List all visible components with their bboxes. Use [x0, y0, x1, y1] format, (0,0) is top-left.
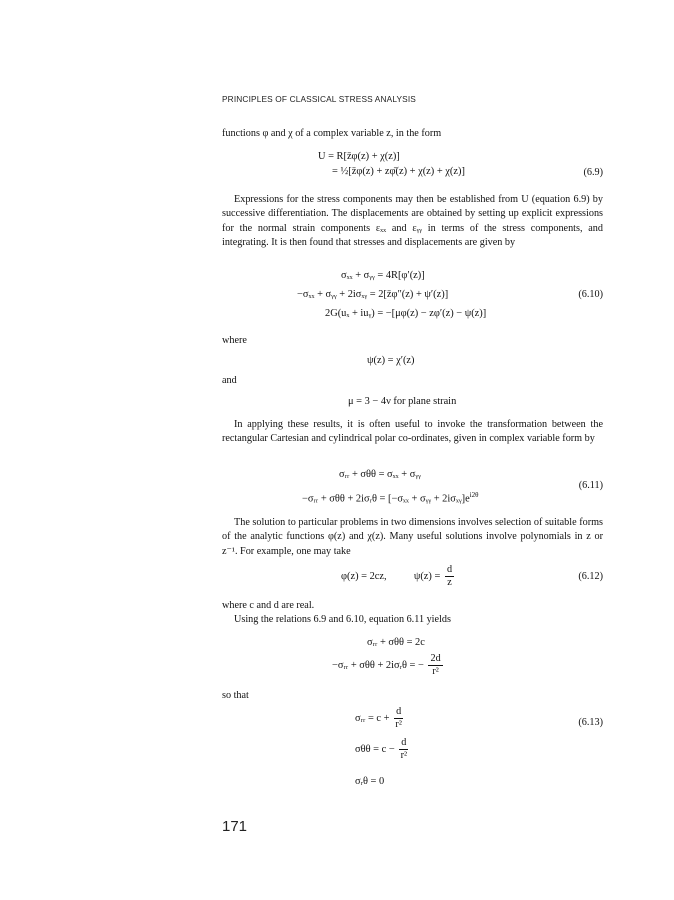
equation-6-12-phi: φ(z) = 2cz, — [341, 570, 387, 582]
fraction-2d-over-r2 — [428, 653, 442, 678]
fraction-denominator: r² — [395, 719, 402, 730]
paragraph-transformation: In applying these results, it is often useful to invoke the transformation between the rectangular Cartesian and cylindrical polar co-ordinates, given in complex variable form by — [222, 419, 603, 445]
equation-6-10-line-2: −σₓₓ + σᵧᵧ + 2iσₓᵧ = 2[z̄φ″(z) + ψ′(z)] — [297, 289, 449, 300]
page-number: 171 — [222, 818, 248, 835]
equation-number-6-11: (6.11) — [578, 480, 603, 491]
equation-6-10-line-1: σₓₓ + σᵧᵧ = 4R[φ′(z)] — [341, 270, 425, 281]
equation-6-11-line-1: σᵣᵣ + σθθ = σₓₓ + σᵧᵧ — [339, 469, 421, 480]
equation-6-12-psi: ψ(z) = — [413, 570, 441, 582]
equation-6-13-sigma-rr: σᵣᵣ = c + — [355, 712, 390, 724]
equation-6-13-line-2 — [355, 737, 410, 762]
equation-6-9-line-2: = ½[z̄φ(z) + zφ̄(z) + χ(z) + χ(z)] — [332, 166, 465, 177]
label-so-that: so that — [222, 690, 249, 701]
fraction-numerator: d — [396, 706, 402, 717]
paragraph-using-relations: Using the relations 6.9 and 6.10, equation 6.11 yields — [234, 614, 451, 625]
equation-6-11-line-2 — [302, 491, 479, 504]
fraction-denominator: r² — [432, 666, 439, 677]
equation-mu-definition: μ = 3 − 4ν for plane strain — [348, 396, 457, 407]
paragraph-intro: functions φ and χ of a complex variable z, in the form — [222, 128, 442, 139]
fraction-d-over-r2-b — [399, 737, 408, 762]
equation-result-line-2 — [332, 653, 445, 678]
fraction-denominator: z — [447, 577, 452, 588]
fraction-numerator: d — [401, 737, 407, 748]
equation-number-6-9: (6.9) — [583, 167, 603, 178]
paragraph-c-d-real: where c and d are real. — [222, 600, 315, 611]
equation-result-line-2-body: −σᵣᵣ + σθθ + 2iσᵣθ = − — [332, 659, 424, 671]
fraction-d-over-z — [445, 564, 454, 589]
equation-psi-definition: ψ(z) = χ′(z) — [367, 355, 415, 366]
label-where: where — [222, 335, 247, 346]
equation-6-11-line-2-body: −σᵣᵣ + σθθ + 2iσᵣθ = [−σₓₓ + σᵧᵧ + 2iσₓᵧ]e — [302, 493, 470, 505]
equation-6-13-line-1 — [355, 706, 405, 731]
equation-6-10-line-3: 2G(uₓ + iuᵧ) = −[μφ(z) − zφ′(z) − ψ(z)] — [325, 308, 487, 319]
paragraph-stress-components: Expressions for the stress components may then be established from U (equation 6.9) by successive differentiation. The displacements are obtained by setting up explicit expressions for the normal strain components εₓₓ and εᵧᵧ in terms of the stress components, and integrating. It is then found that stresses and displacements are given by — [222, 194, 603, 249]
equation-6-13-sigma-thetatheta: σθθ = c − — [355, 743, 395, 755]
equation-6-13-line-3: σᵣθ = 0 — [355, 776, 385, 787]
equation-6-11-exponent: i2θ — [469, 491, 479, 499]
equation-number-6-10: (6.10) — [578, 289, 603, 300]
fraction-numerator: d — [446, 564, 453, 575]
fraction-denominator: r² — [400, 750, 408, 761]
equation-6-9-line-1: U = R[z̄φ(z) + χ(z)] — [318, 151, 400, 162]
fraction-d-over-r2-a — [394, 706, 403, 731]
running-header: PRINCIPLES OF CLASSICAL STRESS ANALYSIS — [222, 94, 416, 104]
equation-result-line-1: σᵣᵣ + σθθ = 2c — [367, 637, 425, 648]
equation-number-6-12: (6.12) — [578, 571, 603, 582]
equation-6-12 — [341, 564, 456, 589]
label-and: and — [222, 375, 237, 386]
paragraph-solution: The solution to particular problems in two dimensions involves selection of suitable forms of the analytic functions φ(z) and χ(z). Many useful solutions involve polynomials in z or z⁻¹. For example, one may take — [222, 517, 603, 557]
equation-number-6-13: (6.13) — [578, 717, 603, 728]
fraction-numerator: 2d — [430, 653, 441, 664]
